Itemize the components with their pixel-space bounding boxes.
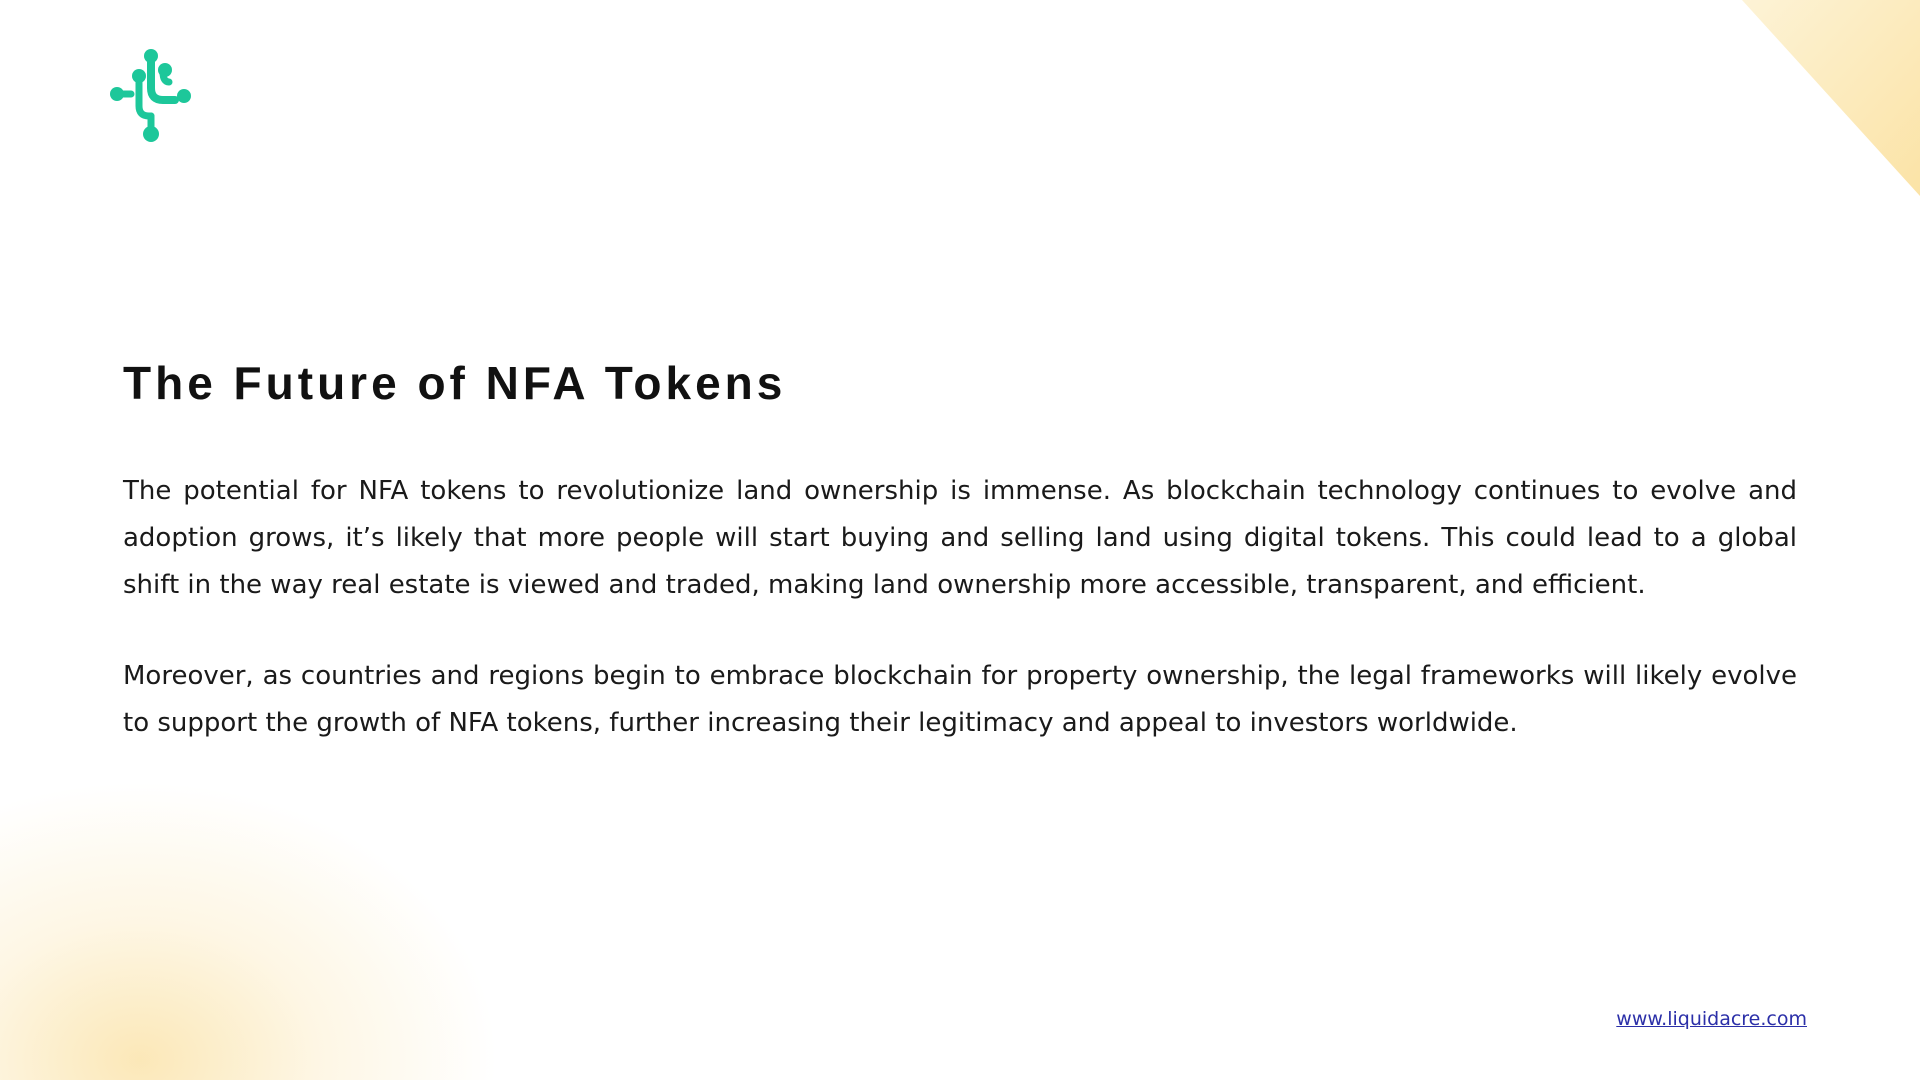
molecule-network-logo-icon — [104, 48, 200, 144]
page-title: The Future of NFA Tokens — [123, 357, 787, 409]
paragraph: The potential for NFA tokens to revolutionize land ownership is immense. As blockchain technology continues to evolve and adoption grows, it’s likely that more people will start buying and selling land using digital tokens. This could lead to a global shift in the way real estate is viewed and traded, making land ownership more accessible, transparent, and efficient. — [123, 476, 1797, 600]
website-link[interactable]: www.liquidacre.com — [1616, 1008, 1807, 1030]
body-text — [123, 468, 1797, 747]
paragraph: Moreover, as countries and regions begin to embrace blockchain for property ownership, the legal frameworks will likely evolve to support the growth of NFA tokens, further increasing their legitimacy and appeal to investors worldwide. — [123, 661, 1797, 738]
bottom-left-glow-decoration — [0, 780, 500, 1080]
